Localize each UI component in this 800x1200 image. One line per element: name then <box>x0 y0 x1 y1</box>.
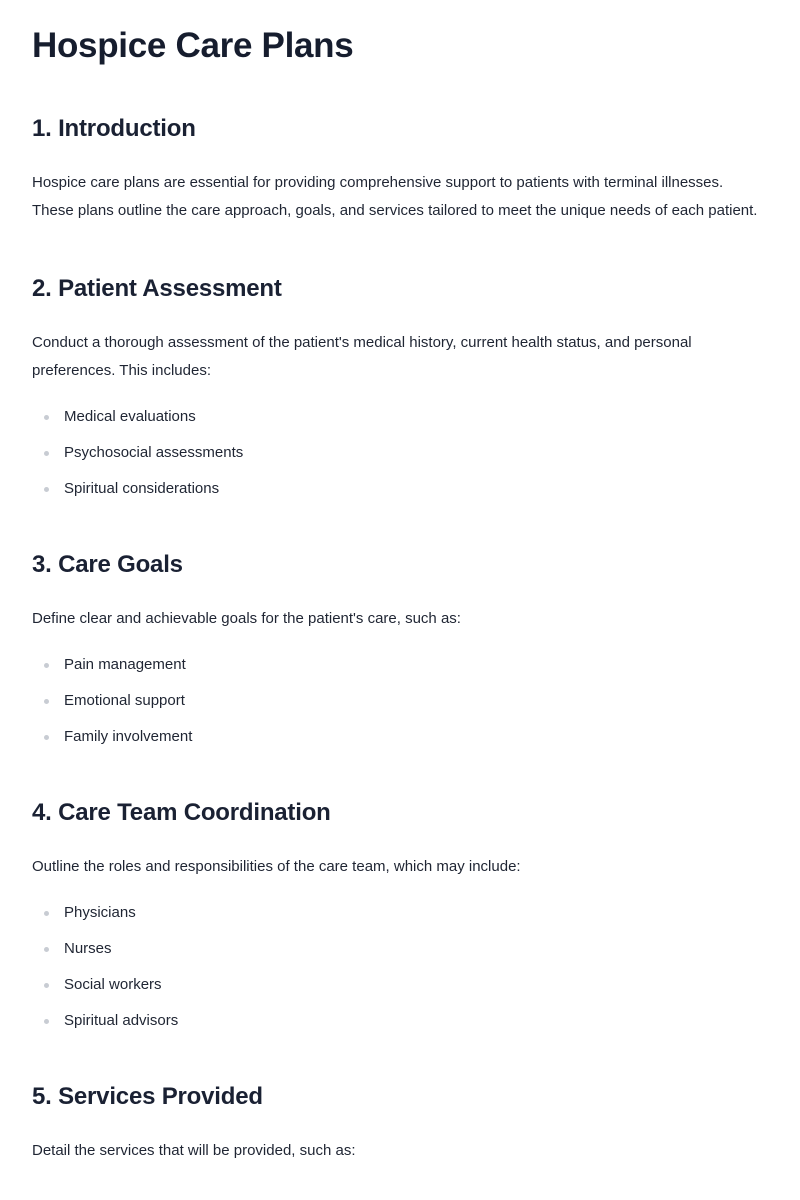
list-item-text: Pain management <box>64 656 186 673</box>
section-paragraph: Define clear and achievable goals for the patient's care, such as: <box>32 610 461 627</box>
section-heading: 1. Introduction <box>32 115 196 142</box>
list-item-text: Physicians <box>64 904 136 921</box>
bullet-icon <box>44 911 49 916</box>
bullet-icon <box>44 983 49 988</box>
list-item-text: Family involvement <box>64 728 193 745</box>
bullet-icon <box>44 487 49 492</box>
list-item-text: Medical evaluations <box>64 408 196 425</box>
bullet-icon <box>44 1019 49 1024</box>
section-introduction <box>32 115 768 225</box>
section-care-goals <box>32 551 768 747</box>
list-item <box>32 443 768 463</box>
list-item <box>32 975 768 995</box>
bullet-icon <box>44 415 49 420</box>
bullet-icon <box>44 699 49 704</box>
list-item <box>32 655 768 675</box>
section-paragraph: Hospice care plans are essential for providing comprehensive support to patients with terminal illnesses. These plans outline the care approach, goals, and services tailored to meet the unique needs of each patient. <box>32 174 758 219</box>
list-item <box>32 727 768 747</box>
bullet-icon <box>44 947 49 952</box>
bullet-list <box>32 655 768 747</box>
section-patient-assessment <box>32 275 768 499</box>
page-title: Hospice Care Plans <box>32 26 354 65</box>
section-heading: 5. Services Provided <box>32 1083 263 1110</box>
list-item-text: Psychosocial assessments <box>64 444 244 461</box>
list-item <box>32 407 768 427</box>
list-item <box>32 903 768 923</box>
section-heading: 2. Patient Assessment <box>32 275 282 302</box>
section-heading: 4. Care Team Coordination <box>32 799 331 826</box>
list-item <box>32 691 768 711</box>
section-paragraph: Outline the roles and responsibilities of the care team, which may include: <box>32 858 521 875</box>
list-item <box>32 1011 768 1031</box>
list-item <box>32 939 768 959</box>
section-services-provided <box>32 1083 768 1165</box>
list-item-text: Spiritual considerations <box>64 480 220 497</box>
bullet-icon <box>44 735 49 740</box>
list-item-text: Social workers <box>64 976 162 993</box>
list-item <box>32 479 768 499</box>
section-heading: 3. Care Goals <box>32 551 183 578</box>
bullet-icon <box>44 451 49 456</box>
bullet-icon <box>44 663 49 668</box>
list-item-text: Nurses <box>64 940 112 957</box>
bullet-list <box>32 407 768 499</box>
list-item-text: Spiritual advisors <box>64 1012 179 1029</box>
bullet-list <box>32 903 768 1031</box>
section-paragraph: Conduct a thorough assessment of the patient's medical history, current health status, and personal preferences. This includes: <box>32 334 692 379</box>
list-item-text: Emotional support <box>64 692 185 709</box>
section-paragraph: Detail the services that will be provided, such as: <box>32 1142 356 1159</box>
section-care-team-coordination <box>32 799 768 1031</box>
